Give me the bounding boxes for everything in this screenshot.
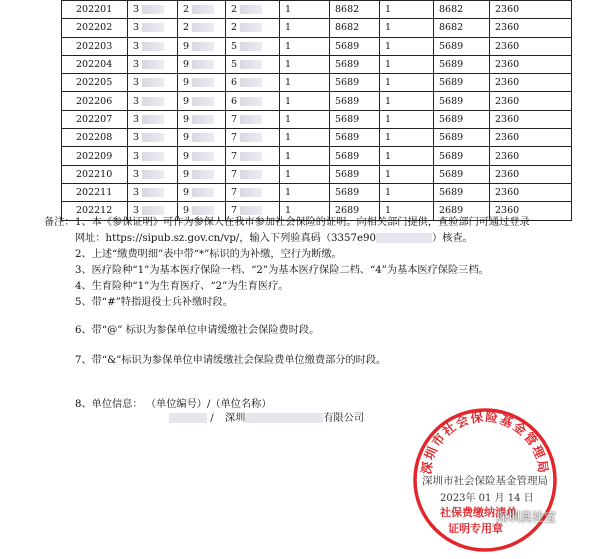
table-cell: 5689: [330, 74, 380, 92]
table-cell: 1: [280, 19, 330, 37]
table-cell: 202209: [62, 147, 128, 165]
payment-detail-table: [61, 0, 572, 221]
table-cell: 1: [380, 92, 434, 110]
note-1-tail: ）核查。: [431, 233, 473, 244]
table-cell: 1: [380, 129, 434, 147]
table-cell: 8682: [330, 1, 380, 19]
table-cell: 5: [226, 37, 280, 55]
table-row: [62, 74, 572, 92]
table-cell: 202212: [62, 202, 128, 220]
table-cell: 3: [128, 129, 178, 147]
redacted-block: [192, 188, 214, 197]
table-cell: 202208: [62, 129, 128, 147]
redacted-block: [240, 170, 262, 179]
table-cell: 5689: [434, 55, 490, 73]
table-cell: 9: [178, 147, 226, 165]
table-row: [62, 147, 572, 165]
redacted-block: [142, 5, 164, 14]
table-cell: 9: [178, 183, 226, 201]
unit-separator: /: [210, 413, 214, 424]
note-7: 7、带“&”标识为参保单位申请缓缴社会保险费单位缴费部分的时段。: [75, 355, 387, 366]
note-3: 3、医疗险种“1”为基本医疗保险一档、“2”为基本医疗保险二档、“4”为基本医疗保险三档。: [75, 265, 489, 276]
table-cell: 1: [380, 202, 434, 220]
table-cell: 1: [380, 55, 434, 73]
note-1-url-text: 网址：https://sipub.sz.gov.cn/vp/，输入下列验真码（3357e90: [75, 233, 376, 244]
table-cell: 202205: [62, 74, 128, 92]
note-4: 4、生育险种“1”为生育医疗、“2”为生育医疗。: [75, 281, 289, 292]
table-cell: 5689: [434, 92, 490, 110]
redacted-block: [192, 23, 214, 32]
table-cell: 1: [280, 183, 330, 201]
watermark-text: 深圳真社宝: [496, 510, 557, 524]
redacted-block: [240, 5, 262, 14]
table-cell: 5689: [330, 165, 380, 183]
table-cell: 2360: [490, 74, 572, 92]
table-cell: 2360: [490, 183, 572, 201]
table-cell: 202206: [62, 92, 128, 110]
table-cell: 5689: [434, 165, 490, 183]
table-cell: 1: [280, 1, 330, 19]
table-cell: 3: [128, 37, 178, 55]
table-cell: 1: [380, 183, 434, 201]
redacted-block: [240, 42, 262, 51]
table-cell: 9: [178, 129, 226, 147]
redacted-block: [192, 115, 214, 124]
table-cell: 7: [226, 165, 280, 183]
table-cell: 6: [226, 74, 280, 92]
table-cell: 5689: [434, 129, 490, 147]
table-cell: 7: [226, 183, 280, 201]
redacted-block: [142, 188, 164, 197]
table-cell: 5689: [434, 183, 490, 201]
table-cell: 2689: [434, 202, 490, 220]
table-row: [62, 1, 572, 19]
table-row: [62, 183, 572, 201]
table-cell: 2360: [490, 1, 572, 19]
table-cell: 1: [280, 110, 330, 128]
table-cell: 7: [226, 110, 280, 128]
table-cell: 1: [280, 147, 330, 165]
note-8: 8、单位信息： （单位编号）/（单位名称）: [75, 399, 272, 410]
table-cell: 202207: [62, 110, 128, 128]
table-cell: 9: [178, 110, 226, 128]
redacted-block: [142, 78, 164, 87]
redacted-block: [142, 170, 164, 179]
table-cell: 1: [380, 19, 434, 37]
table-cell: 1: [380, 74, 434, 92]
redacted-code: [376, 233, 432, 243]
redacted-block: [192, 133, 214, 142]
table-cell: 1: [280, 55, 330, 73]
table-cell: 1: [280, 129, 330, 147]
table-cell: 8682: [434, 19, 490, 37]
table-row: [62, 55, 572, 73]
table-cell: 1: [280, 202, 330, 220]
table-cell: 202203: [62, 37, 128, 55]
note-1-line-2: [75, 231, 473, 247]
table-cell: 8682: [434, 1, 490, 19]
redacted-block: [142, 42, 164, 51]
table-row: [62, 92, 572, 110]
table-cell: 2360: [490, 55, 572, 73]
note-6: 6、带“@” 标识为参保单位申请缓缴社会保险费时段。: [75, 325, 320, 336]
table-cell: 3: [128, 183, 178, 201]
note-2: 2、上述“缴费明细”表中带“*”标识的为补缴，空行为断缴。: [75, 249, 342, 260]
table-cell: 5689: [330, 147, 380, 165]
table-cell: 1: [380, 110, 434, 128]
seal-overlay-line: 深圳市社会保险基金管理局: [422, 475, 548, 487]
table-cell: 3: [128, 92, 178, 110]
table-cell: 7: [226, 147, 280, 165]
table-cell: 3: [128, 55, 178, 73]
table-cell: 3: [128, 110, 178, 128]
table-cell: 1: [280, 37, 330, 55]
unit-info-line: [169, 411, 364, 427]
table-cell: 9: [178, 74, 226, 92]
table-cell: 5689: [434, 74, 490, 92]
table-cell: 6: [226, 92, 280, 110]
table-cell: 5689: [434, 37, 490, 55]
unit-name-suffix: 有限公司: [323, 413, 365, 424]
redacted-block: [240, 115, 262, 124]
table-cell: 5689: [330, 183, 380, 201]
redacted-block: [142, 97, 164, 106]
table-cell: 2360: [490, 165, 572, 183]
table-cell: 5689: [434, 147, 490, 165]
table-cell: 3: [128, 74, 178, 92]
seal-date: 2023年 01 月 14 日: [440, 493, 534, 504]
redacted-block: [192, 170, 214, 179]
redacted-block: [142, 60, 164, 69]
table-cell: 7: [226, 129, 280, 147]
table-cell: 3: [128, 202, 178, 220]
redacted-block: [142, 115, 164, 124]
table-cell: 5689: [330, 110, 380, 128]
table-cell: 8682: [330, 19, 380, 37]
table-row: [62, 19, 572, 37]
table-cell: 1: [280, 165, 330, 183]
table-cell: 1: [280, 74, 330, 92]
redacted-block: [240, 133, 262, 142]
table-cell: 2360: [490, 129, 572, 147]
table-row: [62, 37, 572, 55]
redacted-block: [142, 133, 164, 142]
table-cell: 3: [128, 165, 178, 183]
table-cell: 9: [178, 202, 226, 220]
redacted-block: [240, 78, 262, 87]
table-row: [62, 110, 572, 128]
unit-name-prefix: 深圳: [224, 413, 246, 424]
seal-bottom-line-2: 证明专用章: [448, 522, 503, 535]
table-cell: 2360: [490, 110, 572, 128]
seal-ring-text: 深圳市社会保险基金管理局: [418, 408, 552, 476]
table-cell: 2360: [490, 19, 572, 37]
table-cell: 1: [380, 165, 434, 183]
redacted-block: [192, 97, 214, 106]
redacted-block: [192, 42, 214, 51]
table-cell: 5689: [330, 92, 380, 110]
redacted-unit-number: [169, 413, 207, 423]
redacted-block: [240, 23, 262, 32]
table-cell: 2689: [330, 202, 380, 220]
table-cell: 1: [280, 92, 330, 110]
redacted-block: [192, 5, 214, 14]
table-row: [62, 165, 572, 183]
redacted-block: [192, 60, 214, 69]
table-row: [62, 129, 572, 147]
redacted-block: [142, 152, 164, 161]
note-5: 5、带“#”特指退役士兵补缴时段。: [75, 297, 233, 308]
table-cell: 2: [178, 1, 226, 19]
table-cell: 3: [128, 1, 178, 19]
table-cell: 1: [380, 147, 434, 165]
table-cell: 2360: [490, 202, 572, 220]
table-cell: 5689: [434, 110, 490, 128]
table-cell: 9: [178, 92, 226, 110]
note-1-line-1: 1、本《参保证明》可作为参保人在我市参加社会保险的证明。向相关部门提供，查验部门可通过登录: [75, 217, 530, 228]
table-cell: 9: [178, 37, 226, 55]
redacted-block: [240, 97, 262, 106]
official-seal: [410, 405, 560, 555]
table-cell: 2360: [490, 92, 572, 110]
table-cell: 202204: [62, 55, 128, 73]
redacted-block: [240, 152, 262, 161]
notes-label: 备注：: [44, 217, 75, 228]
table-cell: 7: [226, 202, 280, 220]
redacted-block: [240, 60, 262, 69]
redacted-block: [240, 188, 262, 197]
table-cell: 5689: [330, 37, 380, 55]
redacted-unit-name: [245, 413, 323, 423]
table-cell: 202210: [62, 165, 128, 183]
table-cell: 5: [226, 55, 280, 73]
table-cell: 9: [178, 165, 226, 183]
table-cell: 1: [380, 37, 434, 55]
redacted-block: [192, 152, 214, 161]
table-cell: 5689: [330, 129, 380, 147]
table-cell: 9: [178, 55, 226, 73]
seal-bottom-line-1: 社保费缴纳清单: [440, 506, 517, 519]
table-cell: 2360: [490, 147, 572, 165]
table-cell: 2: [226, 19, 280, 37]
table-cell: 2: [226, 1, 280, 19]
table-cell: 2360: [490, 37, 572, 55]
redacted-block: [142, 23, 164, 32]
table-cell: 2: [178, 19, 226, 37]
table-cell: 202202: [62, 19, 128, 37]
table-cell: 5689: [330, 55, 380, 73]
table-cell: 202211: [62, 183, 128, 201]
table-cell: 1: [380, 1, 434, 19]
table-cell: 3: [128, 19, 178, 37]
redacted-block: [192, 78, 214, 87]
table-cell: 3: [128, 147, 178, 165]
table-cell: 202201: [62, 1, 128, 19]
